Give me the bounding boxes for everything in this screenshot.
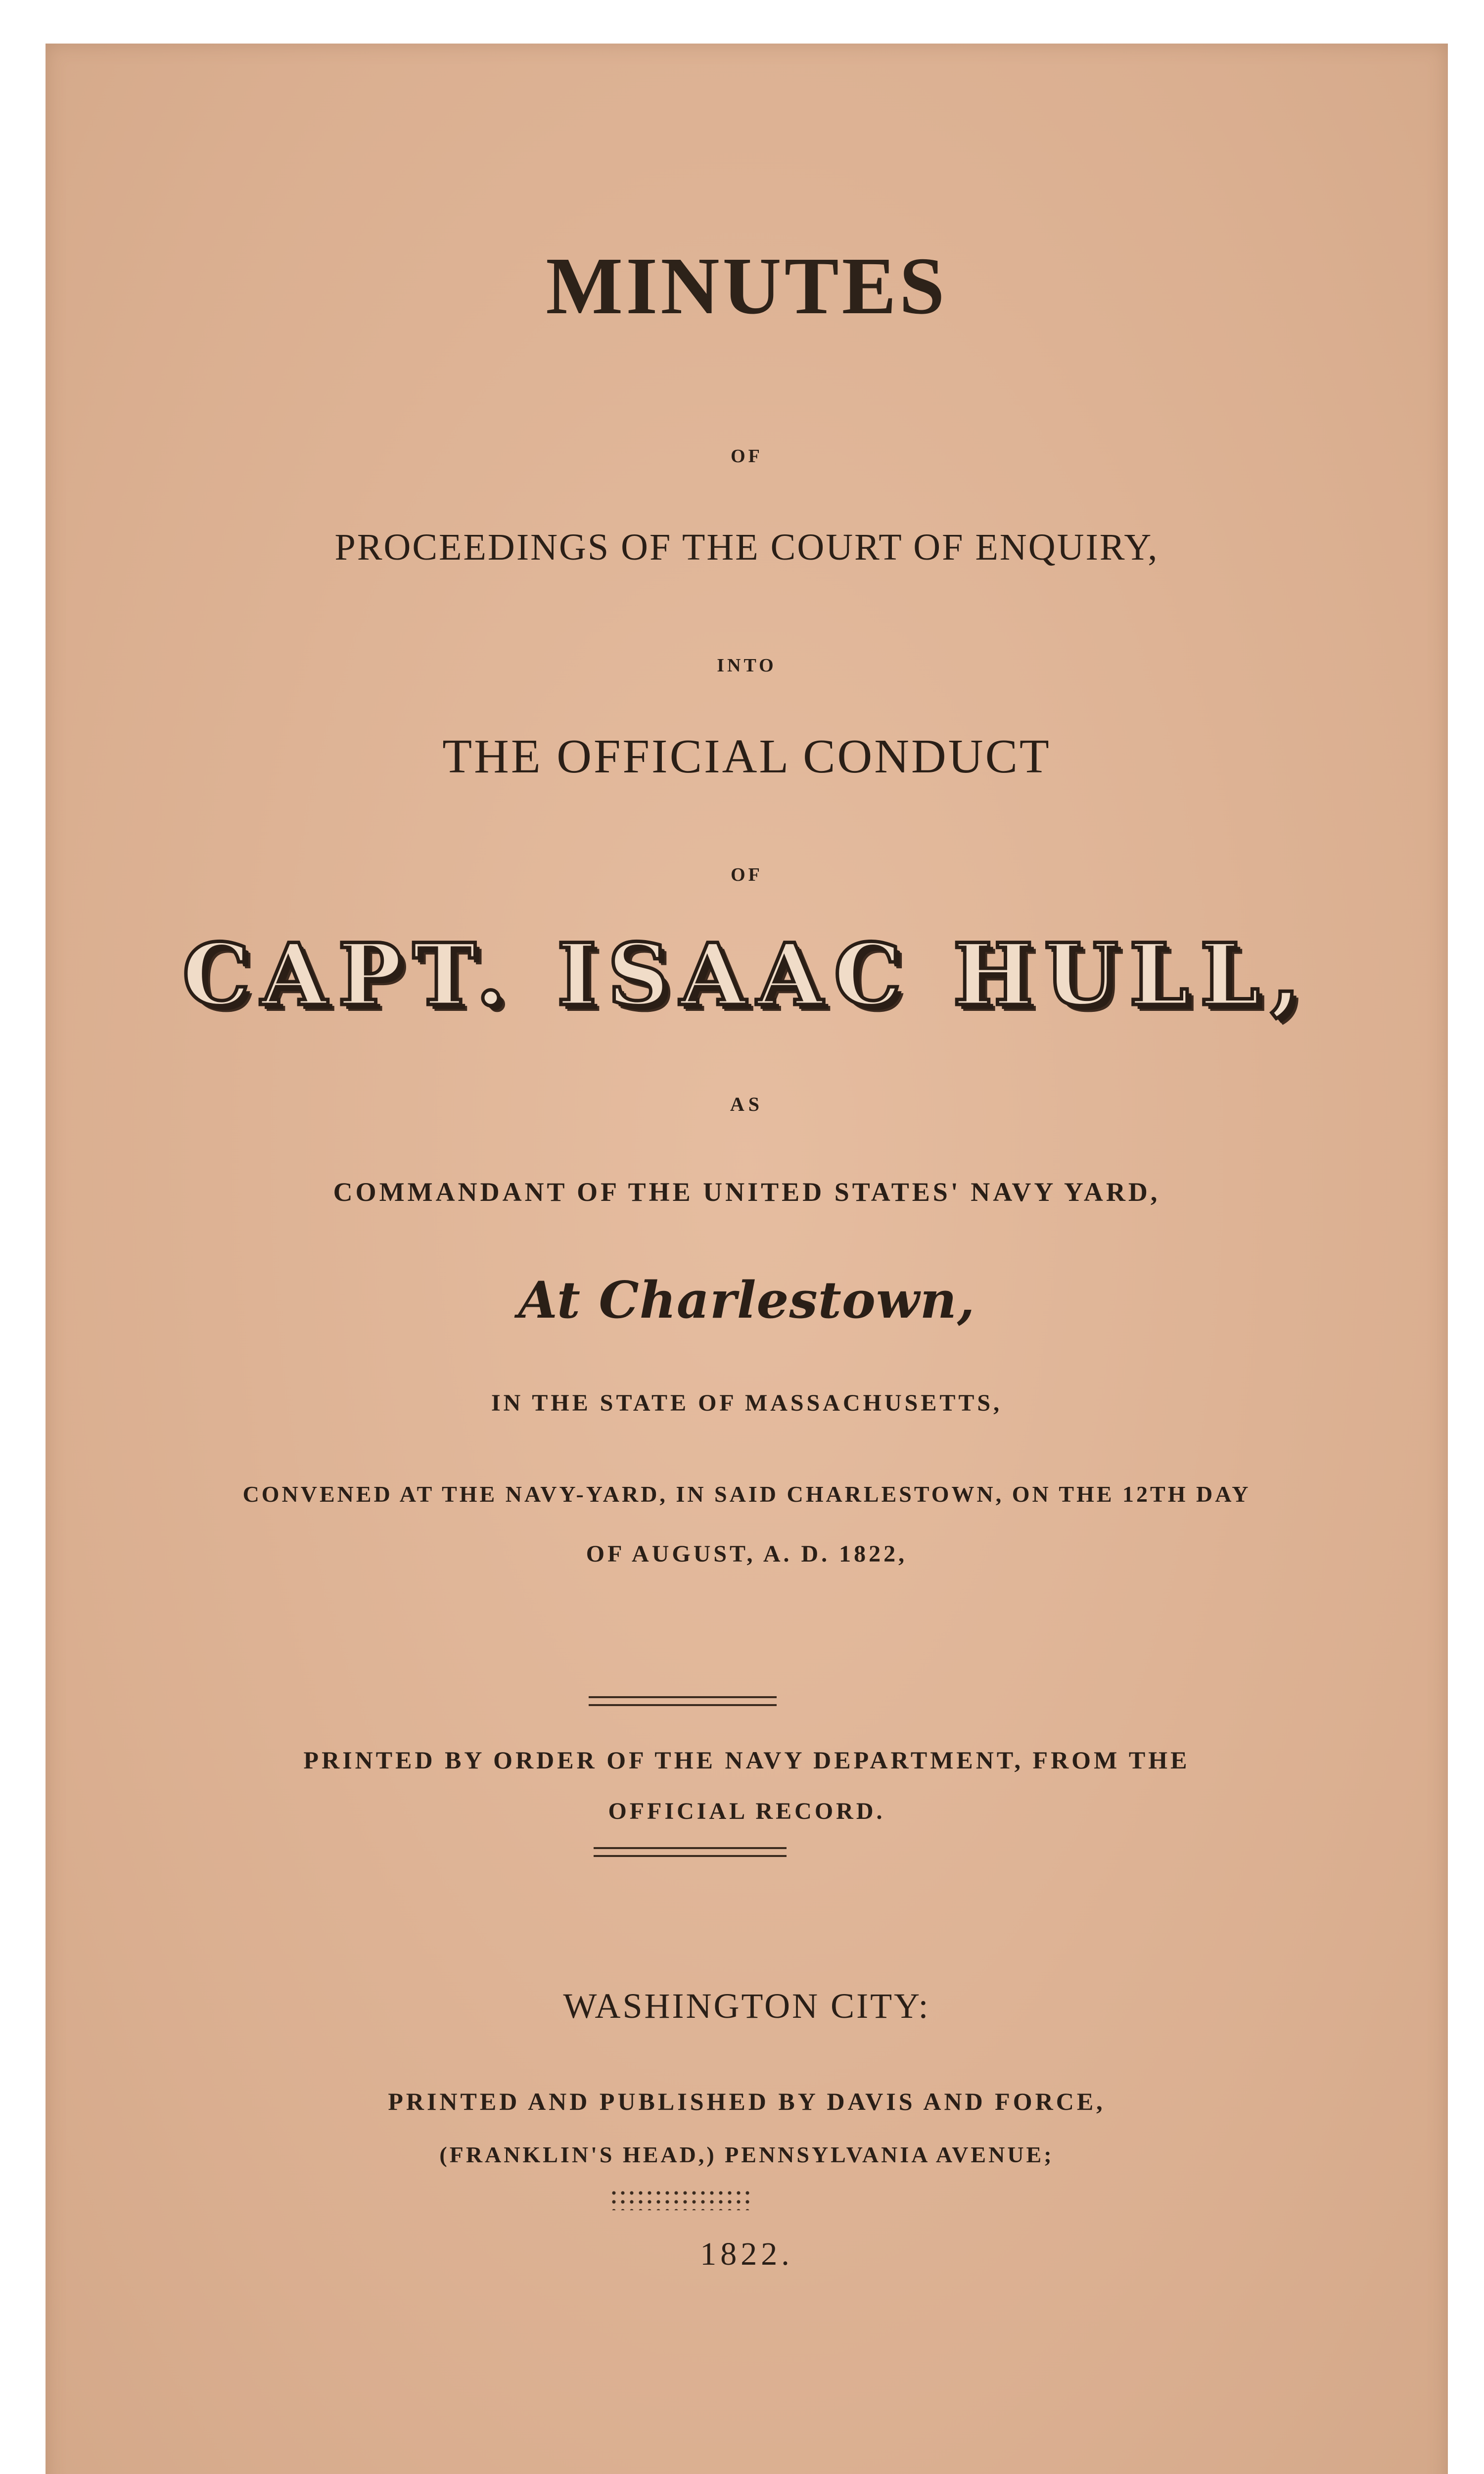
imprint-year: 1822.: [700, 2236, 793, 2272]
dotted-ornament: [609, 2189, 753, 2210]
official-record-line: OFFICIAL RECORD.: [608, 1798, 885, 1824]
proceedings-line: PROCEEDINGS OF THE COURT OF ENQUIRY,: [334, 526, 1159, 568]
double-rule-top: [589, 1696, 777, 1706]
subject-name: CAPT. ISAAC HULL,: [182, 924, 1311, 1025]
double-rule-bottom: [594, 1847, 787, 1857]
convened-line: CONVENED AT THE NAVY-YARD, IN SAID CHARLESTOWN, ON THE 12TH DAY: [242, 1481, 1251, 1507]
address-line: (FRANKLIN'S HEAD,) PENNSYLVANIA AVENUE;: [439, 2142, 1054, 2167]
into-line: INTO: [717, 655, 777, 676]
official-conduct-line: THE OFFICIAL CONDUCT: [442, 730, 1051, 783]
of-line-1: OF: [731, 446, 763, 467]
date-line: OF AUGUST, A. D. 1822,: [586, 1541, 908, 1567]
imprint-city: WASHINGTON CITY:: [563, 1986, 930, 2026]
printed-by-order-line: PRINTED BY ORDER OF THE NAVY DEPARTMENT, FROM THE: [303, 1746, 1190, 1774]
as-line: AS: [730, 1093, 764, 1115]
location-line: At Charlestown,: [518, 1271, 975, 1330]
publisher-line: PRINTED AND PUBLISHED BY DAVIS AND FORCE,: [388, 2088, 1106, 2115]
main-title: MINUTES: [546, 240, 948, 331]
of-line-2: OF: [731, 864, 763, 885]
commandant-line: COMMANDANT OF THE UNITED STATES' NAVY YARD,: [333, 1177, 1160, 1207]
state-line: IN THE STATE OF MASSACHUSETTS,: [491, 1390, 1003, 1416]
title-page: [46, 44, 1448, 2474]
